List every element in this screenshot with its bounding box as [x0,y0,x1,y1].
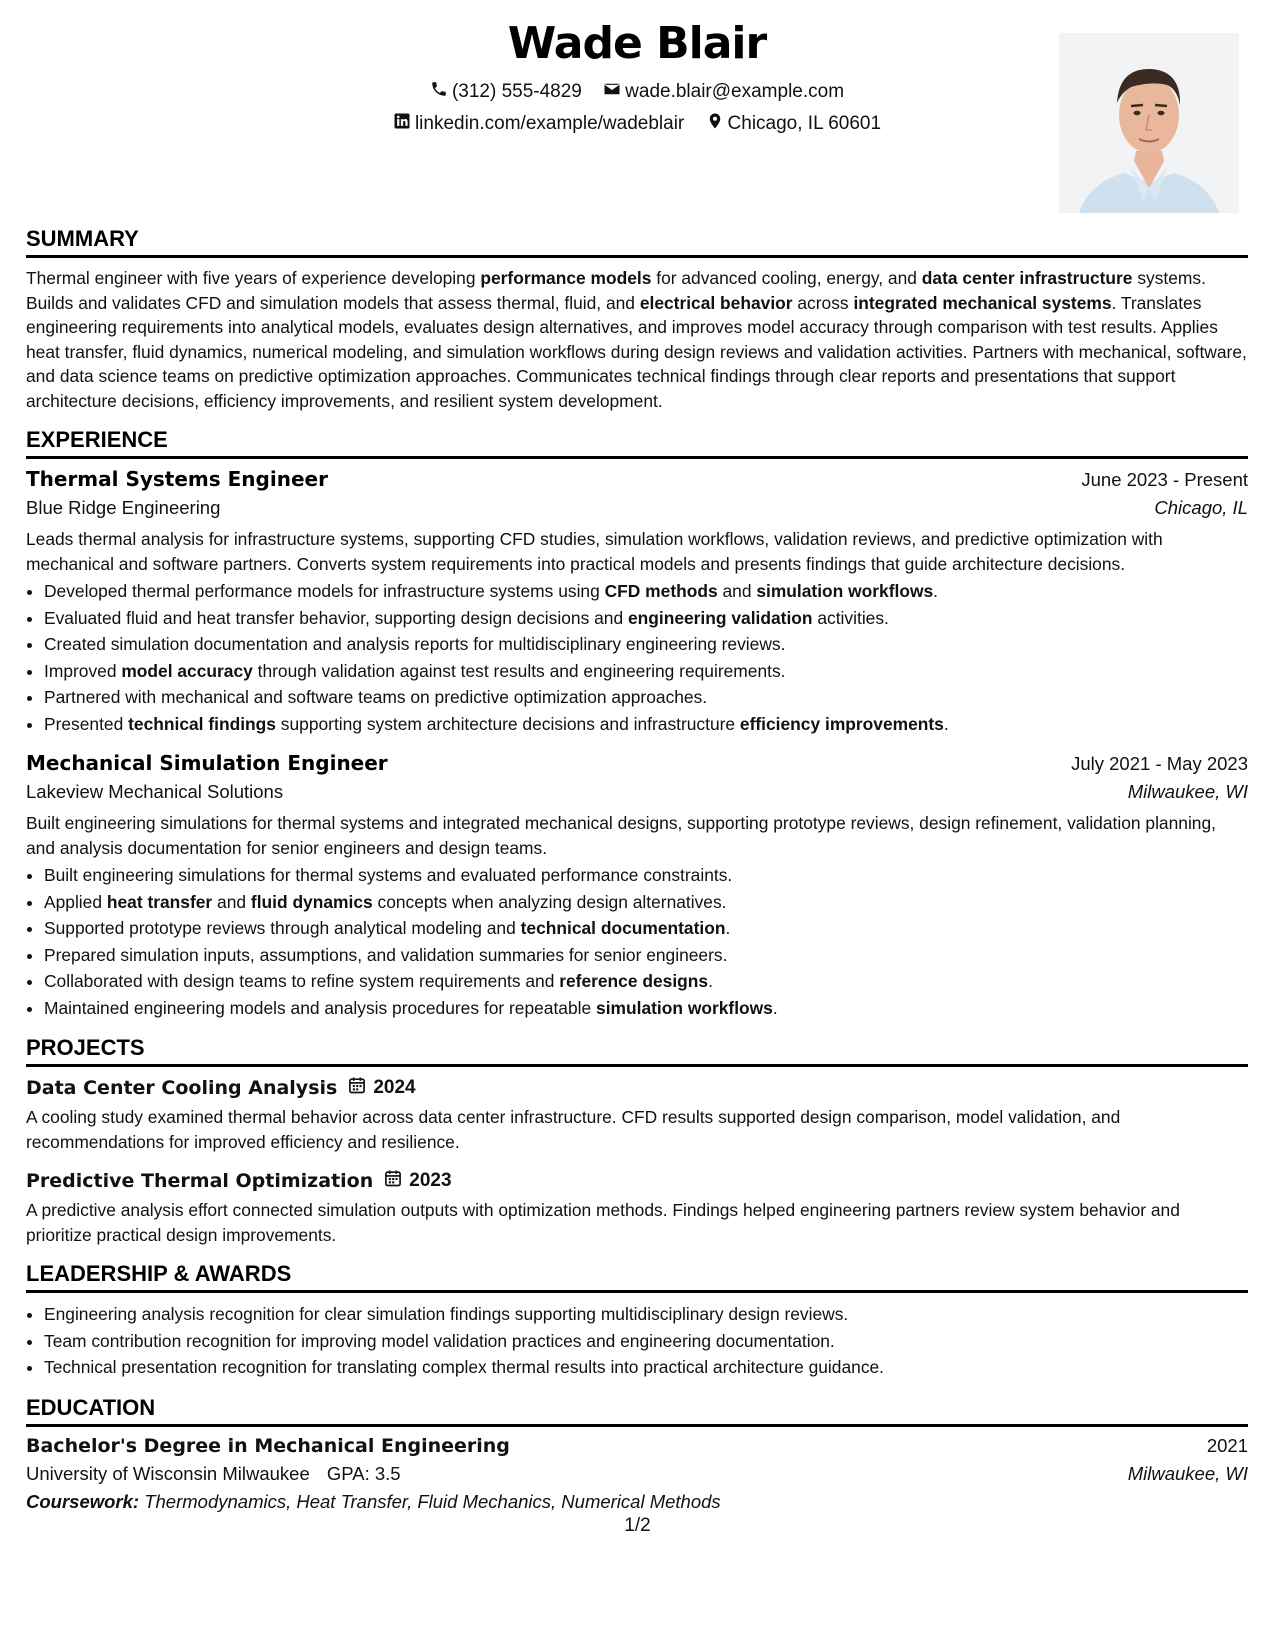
list-item: • Team contribution recognition for improving model validation practices and engineering documentation. [44,1328,1248,1355]
job-bullets [26,862,1248,1021]
gpa: GPA: 3.5 [326,1462,401,1484]
section-title-leadership: LEADERSHIP & AWARDS [26,1261,1248,1293]
candidate-name: Wade Blair [507,18,767,69]
bold-phrase: heat transfer [106,891,213,912]
profile-photo [1059,33,1239,213]
coursework-label: Coursework: [26,1490,140,1512]
list-item: • Prepared simulation inputs, assumptions, and validation summaries for senior engineers. [44,942,1248,969]
location-text: Chicago, IL 60601 [727,113,882,134]
phone-icon [430,80,448,104]
linkedin-text: linkedin.com/example/wadeblair [414,113,685,134]
job-entry [26,467,1248,737]
list-item: • Engineering analysis recognition for clear simulation findings supporting multidisciplinary design reviews. [44,1301,1248,1328]
linkedin-icon [393,112,411,136]
job-bullets [26,578,1248,737]
phone-contact[interactable] [430,80,582,104]
linkedin-contact[interactable] [393,112,684,136]
projects-section [26,1035,1248,1247]
list-item: • Supported prototype reviews through analytical modeling and technical documentation. [44,915,1248,942]
list-item: • Presented technical findings supporting system architecture decisions and infrastructure efficiency improvements. [44,711,1248,738]
job-title: Thermal Systems Engineer [26,467,328,491]
coursework [26,1491,1248,1513]
project-entry [26,1168,1248,1247]
section-title-projects: PROJECTS [26,1035,1248,1067]
education-section [26,1395,1248,1513]
map-pin-icon [706,112,724,136]
list-item: • Applied heat transfer and fluid dynamics concepts when analyzing design alternatives. [44,889,1248,916]
degree-title: Bachelor's Degree in Mechanical Engineering [26,1434,510,1457]
list-item: • Collaborated with design teams to refine system requirements and reference designs. [44,968,1248,995]
project-description: A cooling study examined thermal behavior across data center infrastructure. CFD results supported design comparison, model validation, and recommendations for improved efficiency and resilience. [26,1107,1121,1152]
school-location: Milwaukee, WI [1127,1462,1248,1484]
project-title: Predictive Thermal Optimization [26,1170,374,1192]
leadership-section [26,1261,1248,1381]
coursework-text: Thermodynamics, Heat Transfer, Fluid Mechanics, Numerical Methods [144,1490,721,1512]
calendar-icon [347,1075,367,1101]
bold-phrase: simulation workflows [756,581,934,601]
company-name: Lakeview Mechanical Solutions [26,781,284,802]
bold-phrase: data center infrastructure [921,268,1133,288]
bold-phrase: model accuracy [121,660,253,681]
bold-phrase: engineering validation [627,607,813,628]
list-item: • Evaluated fluid and heat transfer behavior, supporting design decisions and engineering validation activities. [44,605,1248,632]
project-year-text: 2023 [409,1170,452,1191]
calendar-icon [383,1168,403,1194]
job-location: Milwaukee, WI [1127,781,1248,802]
summary-section [26,226,1248,413]
project-year [347,1075,415,1101]
page-number: 1/2 [624,1515,651,1536]
leadership-list [26,1301,1248,1381]
job-description: Built engineering simulations for thermal systems and integrated mechanical designs, supporting prototype reviews, design refinement, validation planning, and analysis documentation for senior engineers and design teams. [26,813,1216,858]
email-contact[interactable] [603,80,844,104]
list-item: • Created simulation documentation and analysis reports for multidisciplinary engineering reviews. [44,631,1248,658]
experience-section [26,427,1248,1021]
phone-text: (312) 555-4829 [451,81,582,102]
school-name: University of Wisconsin Milwaukee [26,1462,310,1484]
job-description: Leads thermal analysis for infrastructure systems, supporting CFD studies, simulation workflows, validation reviews, and predictive optimization with mechanical and software partners. Converts system requirements into practical models and presents findings that guide architecture decisions. [26,529,1163,574]
graduation-year: 2021 [1206,1434,1248,1456]
project-title: Data Center Cooling Analysis [26,1077,338,1099]
bold-phrase: reference designs [559,971,709,991]
summary-text: Thermal engineer with five years of experience developing performance models for advanced cooling, energy, and data center infrastructure systems. Builds and validates CFD and simulation models that assess thermal, fluid, and electrical behavior across integrated mechanical systems. Translates engineering requirements into analytical models, evaluates design alternatives, and improves model accuracy through comparison with test results. Applies heat transfer, fluid dynamics, numerical modeling, and simulation workflows during design reviews and validation activities. Partners with mechanical, software, and data science teams on predictive optimization approaches. Communicates technical findings through clear reports and presentations that support architecture decisions, efficiency improvements, and resilient system development. [26,268,1247,411]
section-title-experience: EXPERIENCE [26,427,1248,459]
section-title-education: EDUCATION [26,1395,1248,1427]
bold-phrase: performance models [480,268,652,288]
job-entry [26,751,1248,1021]
list-item: • Maintained engineering models and analysis procedures for repeatable simulation workflows. [44,995,1248,1022]
section-title-summary: SUMMARY [26,226,1248,258]
job-title: Mechanical Simulation Engineer [26,751,388,775]
list-item: • Developed thermal performance models for infrastructure systems using CFD methods and simulation workflows. [44,578,1248,605]
job-location: Chicago, IL [1154,497,1248,518]
bold-phrase: simulation workflows [596,997,773,1018]
bold-phrase: fluid dynamics [250,891,373,912]
project-year [383,1168,451,1194]
email-text: wade.blair@example.com [625,81,845,102]
list-item: • Improved model accuracy through validation against test results and engineering requirements. [44,658,1248,685]
list-item: • Technical presentation recognition for translating complex thermal results into practical architecture guidance. [44,1354,1248,1381]
bold-phrase: electrical behavior [639,292,793,313]
job-dates: July 2021 - May 2023 [1071,753,1248,774]
list-item: • Built engineering simulations for thermal systems and evaluated performance constraints. [44,862,1248,889]
project-entry [26,1075,1248,1154]
resume-page [26,0,1248,1513]
project-year-text: 2024 [373,1077,416,1098]
bold-phrase: technical findings [128,713,276,734]
bold-phrase: efficiency improvements [739,713,944,734]
bold-phrase: technical documentation [520,918,726,938]
location-contact [706,112,882,136]
company-name: Blue Ridge Engineering [26,497,221,518]
list-item: • Partnered with mechanical and software teams on predictive optimization approaches. [44,684,1248,711]
bold-phrase: CFD methods [604,581,718,601]
bold-phrase: integrated mechanical systems [853,292,1112,313]
job-dates: June 2023 - Present [1081,469,1248,490]
project-description: A predictive analysis effort connected simulation outputs with optimization methods. Findings helped engineering partners review system behavior and prioritize practical design improvements. [26,1200,1180,1245]
resume-header [26,0,1248,220]
envelope-icon [603,80,621,104]
